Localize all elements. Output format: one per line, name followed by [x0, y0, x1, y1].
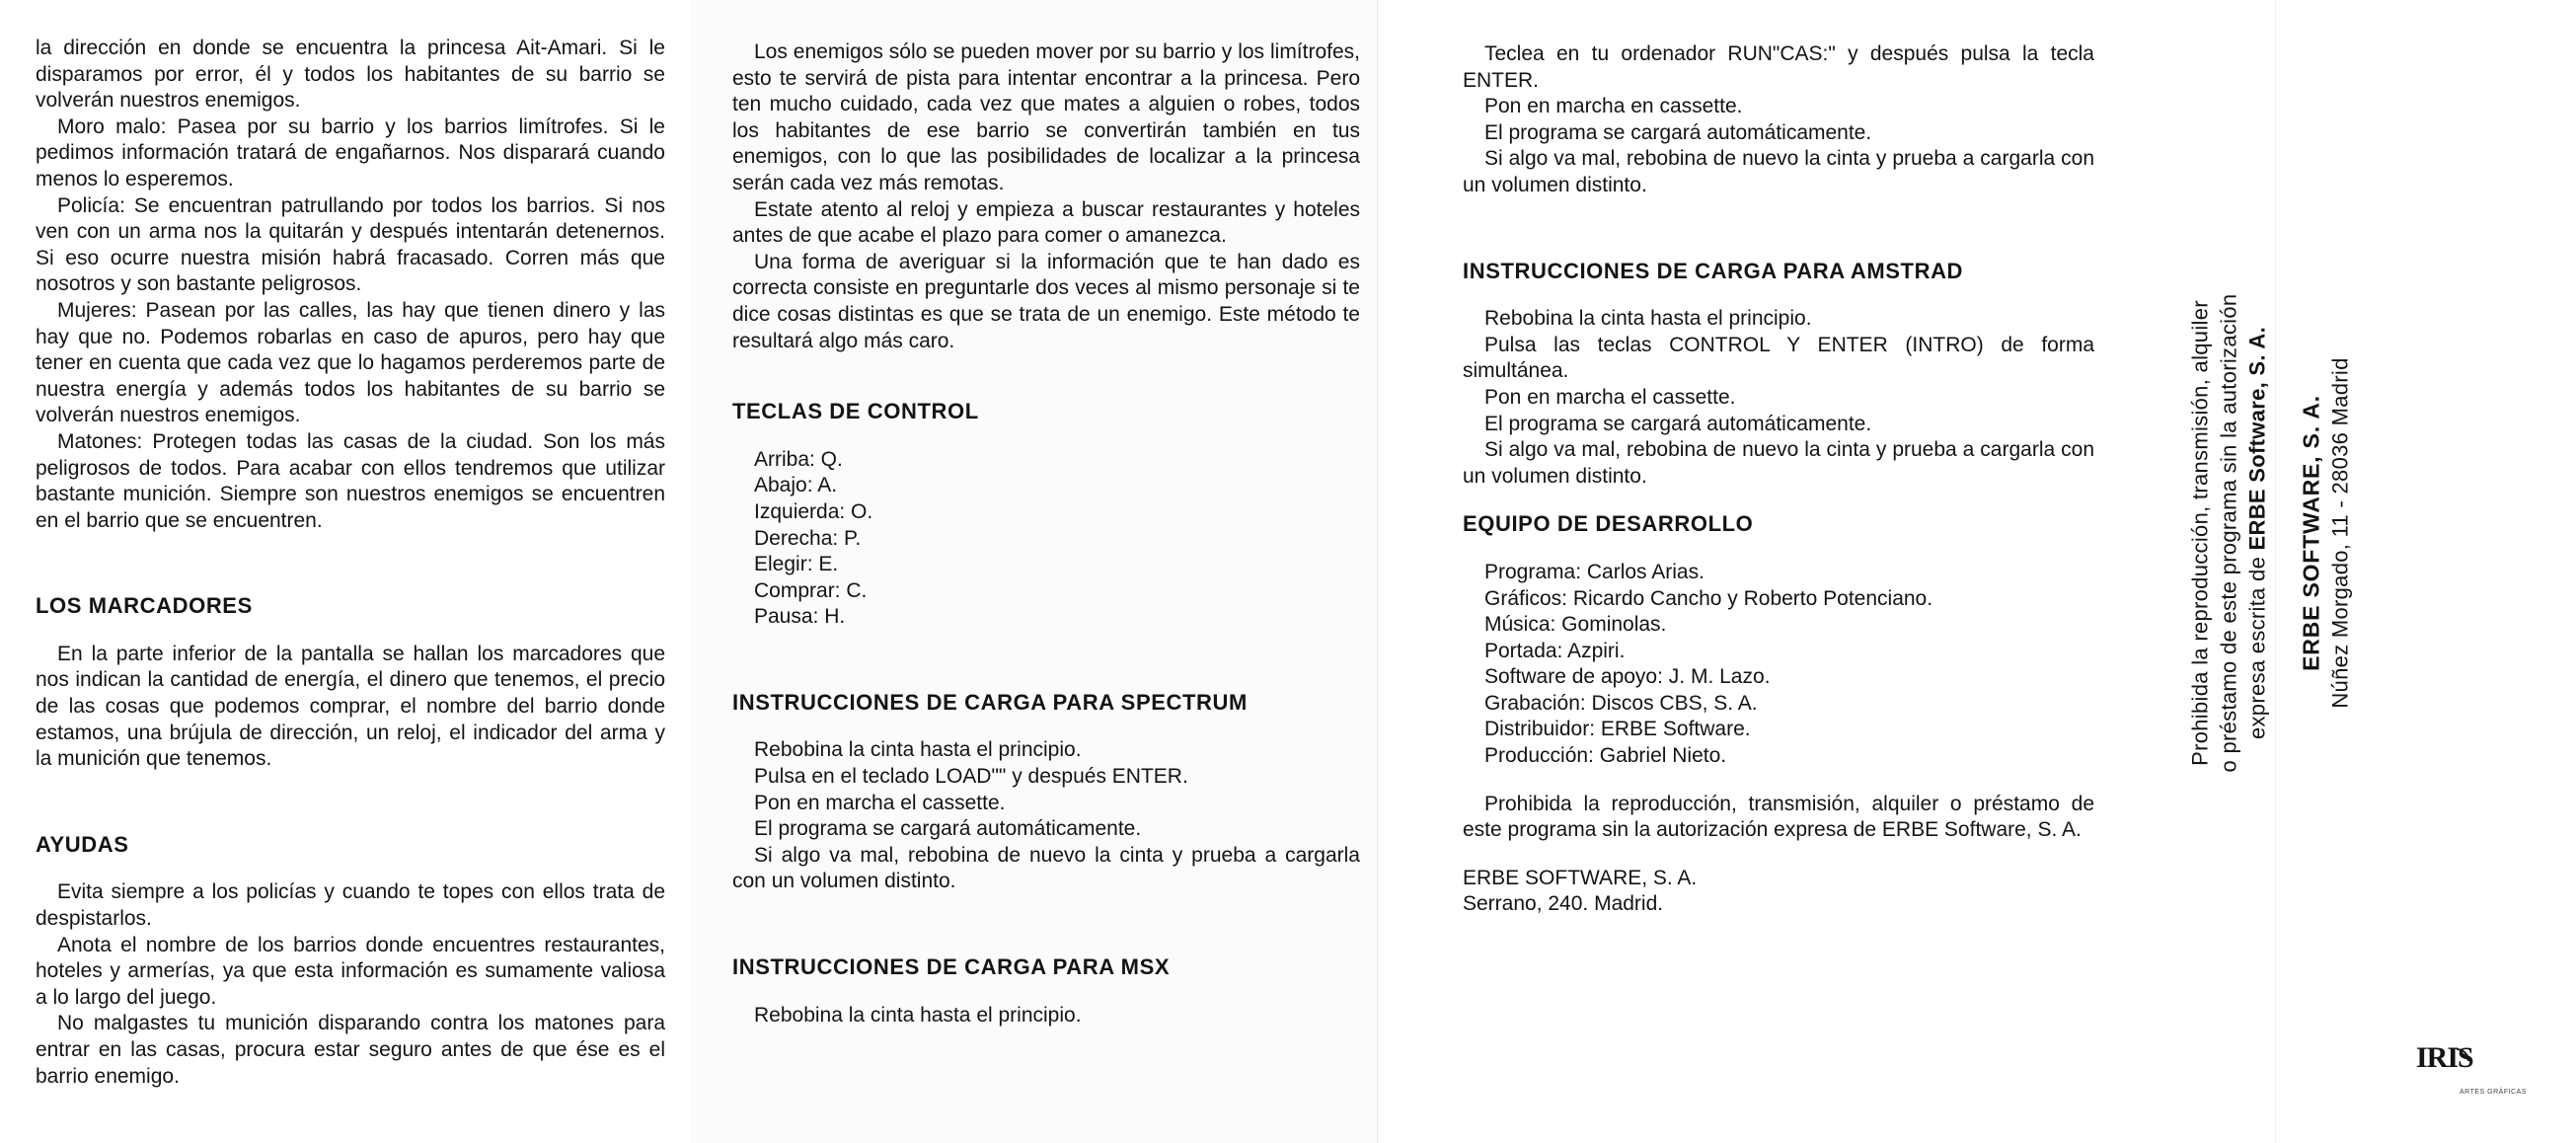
amstrad-steps-cont	[1463, 385, 2094, 437]
key-list	[732, 447, 1360, 631]
paragraph-ayuda-policias: Evita siempre a los policías y cuando te topes con ellos trata de despistarlos.	[36, 880, 665, 931]
iris-logo-subtitle: ARTES GRÁFICAS	[2460, 1089, 2527, 1096]
paragraph-msx-run: Teclea en tu ordenador RUN"CAS:" y después pulsa la tecla ENTER.	[1463, 42, 2094, 92]
spectrum-steps	[732, 737, 1360, 842]
list-item: Portada: Azpiri.	[1484, 639, 1626, 662]
paragraph-spectrum-retry: Si algo va mal, rebobina de nuevo la cinta y prueba a cargarla con un volumen distinto.	[732, 843, 1360, 893]
spine-text	[2186, 178, 2355, 888]
list-item: El programa se cargará automáticamente.	[1484, 412, 1872, 435]
iris-logo: IRIS	[2416, 1041, 2473, 1074]
paragraph-averiguar: Una forma de averiguar si la información que te han dado es correcta consiste en preguntarle dos veces al mismo personaje si te dice cosas distintas es que se trata de un enemigo. Este método te resultará algo más caro.	[732, 250, 1360, 352]
list-item: Pon en marcha el cassette.	[1484, 385, 1736, 409]
paragraph-marcadores: En la parte inferior de la pantalla se hallan los marcadores que nos indican la cantidad de energía, el dinero que tenemos, el precio de las cosas que podemos comprar, el nombre del barrio donde estamos, una brújula de dirección, un reloj, el indicador del arma y la munición que tenemos.	[36, 642, 665, 771]
list-item: Elegir: E.	[754, 553, 839, 576]
msx-steps	[732, 1003, 1360, 1029]
spine-legal-line-3-company: ERBE Software, S. A.	[2244, 326, 2270, 551]
company-address: Serrano, 240. Madrid.	[1463, 892, 1664, 916]
spine-legal-line-3-text: expresa escrita de	[2244, 556, 2270, 740]
paragraph-ayuda-barrios: Anota el nombre de los barrios donde encuentres restaurantes, hoteles y armerías, ya que esta información es sumamente valiosa a lo largo del juego.	[36, 933, 665, 1009]
paragraph-ayuda-municion: No malgastes tu munición disparando contra los matones para entrar en las casas, procura estar seguro antes de que ése es el barrio enemigo.	[36, 1012, 665, 1088]
list-item: Abajo: A.	[754, 474, 838, 497]
msx-steps-cont	[1463, 94, 2094, 146]
list-item: Rebobina la cinta hasta el principio.	[1484, 307, 1812, 331]
company-name: ERBE SOFTWARE, S. A.	[1463, 866, 1698, 889]
amstrad-steps	[1463, 306, 2094, 333]
paragraph-mujeres: Mujeres: Pasean por las calles, las hay que tienen dinero y las hay que no. Podemos robarlas en caso de apuros, pero hay que tener en cuenta que cada vez que lo hagamos perderemos parte de nuestra energía y además todos los habitantes de su barrio se volverán nuestros enemigos.	[36, 298, 665, 427]
list-item: Producción: Gabriel Nieto.	[1484, 744, 1727, 768]
list-item: Pulsa en el teclado LOAD"" y después ENTER.	[754, 765, 1188, 789]
heading-los-marcadores: LOS MARCADORES	[36, 593, 253, 619]
heading-carga-amstrad: INSTRUCCIONES DE CARGA PARA AMSTRAD	[1463, 258, 1964, 283]
list-item: Rebobina la cinta hasta el principio.	[754, 738, 1082, 762]
column-1	[36, 36, 665, 1090]
spine-legal-line-2: o préstamo de este programa sin la autorización	[2216, 293, 2241, 773]
paragraph-msx-retry: Si algo va mal, rebobina de nuevo la cinta y prueba a cargarla con un volumen distinto.	[1463, 147, 2094, 196]
list-item: Pon en marcha en cassette.	[1484, 95, 1743, 118]
list-item: Pausa: H.	[754, 605, 846, 629]
heading-carga-spectrum: INSTRUCCIONES DE CARGA PARA SPECTRUM	[732, 689, 1248, 715]
credits-list	[1463, 560, 2094, 770]
list-item: El programa se cargará automáticamente.	[1484, 120, 1872, 144]
paragraph-matones: Matones: Protegen todas las casas de la ciudad. Son los más peligrosos de todos. Para acabar con ellos tendremos que utilizar bastante munición. Siempre son nuestros enemigos se encuentren en el barrio que se encuentren.	[36, 429, 665, 532]
list-item: Comprar: C.	[754, 578, 868, 602]
paragraph-moro-malo: Moro malo: Pasea por su barrio y los barrios limítrofes. Si le pedimos información tratará de engañarnos. Nos disparará cuando menos lo esperemos.	[36, 114, 665, 190]
spine-legal-line-1: Prohibida la reproducción, transmisión, alquiler	[2187, 300, 2213, 766]
paragraph-enemigos: Los enemigos sólo se pueden mover por su barrio y los limítrofes, esto te servirá de pista para intentar encontrar a la princesa. Pero ten mucho cuidado, cada vez que mates a alguien o robes, todos los habitantes de ese barrio se convertirán también en tus enemigos, con lo que las posibilidades de localizar a la princesa serán cada vez más remotas.	[732, 40, 1360, 194]
list-item: Música: Gominolas.	[1484, 613, 1667, 637]
list-item: Rebobina la cinta hasta el principio.	[754, 1003, 1082, 1027]
list-item: Arriba: Q.	[754, 447, 843, 471]
heading-carga-msx: INSTRUCCIONES DE CARGA PARA MSX	[732, 954, 1171, 980]
list-item: Grabación: Discos CBS, S. A.	[1484, 691, 1758, 715]
column-2	[732, 39, 1360, 1029]
list-item: Programa: Carlos Arias.	[1484, 560, 1705, 583]
heading-teclas-de-control: TECLAS DE CONTROL	[732, 399, 979, 424]
list-item: Software de apoyo: J. M. Lazo.	[1484, 665, 1771, 689]
paragraph-policia: Policía: Se encuentran patrullando por todos los barrios. Si nos ven con un arma nos la quitarán y después intentarán detenernos. Si eso ocurre nuestra misión habrá fracasado. Corren más que nosotros y son bastante peligrosos.	[36, 193, 665, 296]
column-3	[1463, 41, 2094, 918]
list-item: Distribuidor: ERBE Software.	[1484, 718, 1751, 741]
spine-company-address: Núñez Morgado, 11 - 28036 Madrid	[2327, 357, 2353, 709]
list-item: Pon en marcha el cassette.	[754, 791, 1006, 814]
paragraph-reloj: Estate atento al reloj y empieza a buscar restaurantes y hoteles antes de que acabe el plazo para comer o amanezca.	[732, 197, 1360, 248]
paragraph-amstrad-retry: Si algo va mal, rebobina de nuevo la cinta y prueba a cargarla con un volumen distinto.	[1463, 438, 2094, 488]
list-item: Izquierda: O.	[754, 499, 873, 523]
spine-company-name: ERBE SOFTWARE, S. A.	[2298, 395, 2324, 671]
spine-legal-line-3	[2243, 178, 2272, 888]
paragraph-amstrad-keys: Pulsa las teclas CONTROL Y ENTER (INTRO) de forma simultánea.	[1463, 333, 2094, 383]
paragraph-princesa: la dirección en donde se encuentra la princesa Ait-Amari. Si le disparamos por error, él y todos los habitantes de su barrio se volverán nuestros enemigos.	[36, 37, 665, 113]
heading-ayudas: AYUDAS	[36, 831, 129, 857]
heading-equipo-de-desarrollo: EQUIPO DE DESARROLLO	[1463, 511, 1754, 537]
list-item: Gráficos: Ricardo Cancho y Roberto Potenciano.	[1484, 586, 1933, 610]
list-item: El programa se cargará automáticamente.	[754, 817, 1142, 841]
paragraph-legal: Prohibida la reproducción, transmisión, alquiler o préstamo de este programa sin la autorización expresa de ERBE Software, S. A.	[1463, 792, 2094, 842]
list-item: Derecha: P.	[754, 526, 862, 550]
